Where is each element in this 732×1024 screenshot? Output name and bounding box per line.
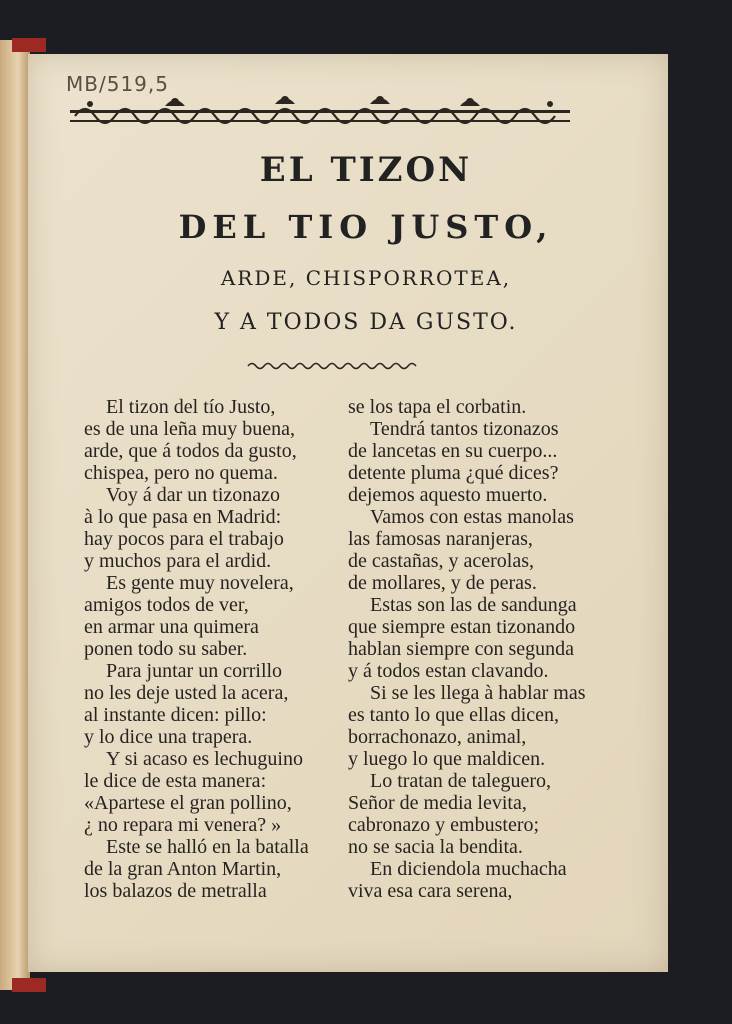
verse-line: El tizon del tío Justo,: [106, 396, 276, 418]
verse-line: de castañas, y acerolas,: [348, 550, 535, 572]
verse-line: «Apartese el gran pollino,: [84, 792, 292, 814]
verse-line: Este se halló en la batalla: [106, 836, 309, 858]
verse-line: es de una leña muy buena,: [84, 418, 296, 440]
verse-line: se los tapa el corbatin.: [348, 396, 527, 418]
poem-column-left: [84, 396, 346, 902]
verse-line: Tendrá tantos tizonazos: [370, 418, 559, 440]
verse-line: no les deje usted la acera,: [84, 682, 289, 704]
title-line-4: Y A TODOS DA GUSTO.: [214, 310, 518, 335]
verse-line: y luego lo que maldicen.: [348, 748, 546, 770]
verse-line: ¿ no repara mi venera? »: [84, 814, 282, 836]
verse-line: viva esa cara serena,: [348, 880, 513, 902]
verse-line: En diciendola muchacha: [370, 858, 567, 880]
verse-line: Para juntar un corrillo: [106, 660, 283, 682]
verse-line: las famosas naranjeras,: [348, 528, 533, 550]
verse-line: ponen todo su saber.: [84, 638, 248, 660]
verse-line: Señor de media levita,: [348, 792, 527, 814]
cover-ribbon-bottom: [12, 978, 46, 992]
verse-line: no se sacia la bendita.: [348, 836, 523, 858]
verse-line: Estas son las de sandunga: [370, 594, 577, 616]
verse-line: le dice de esta manera:: [84, 770, 267, 792]
verse-line: y lo dice una trapera.: [84, 726, 253, 748]
verse-line: hablan siempre con segunda: [348, 638, 575, 660]
ornament-band: [70, 92, 570, 134]
verse-line: al instante dicen: pillo:: [84, 704, 267, 726]
verse-line: es tanto lo que ellas dicen,: [348, 704, 560, 726]
verse-line: amigos todos de ver,: [84, 594, 249, 616]
verse-line: Lo tratan de taleguero,: [370, 770, 552, 792]
wavy-divider: [246, 360, 422, 372]
verse-line: que siempre estan tizonando: [348, 616, 576, 638]
title-line-2: DEL TIO JUSTO,: [178, 208, 554, 246]
verse-line: los balazos de metralla: [84, 880, 267, 902]
verse-line: de lancetas en su cuerpo...: [348, 440, 558, 462]
verse-line: cabronazo y embustero;: [348, 814, 540, 836]
verse-line: Vamos con estas manolas: [370, 506, 574, 528]
verse-line: à lo que pasa en Madrid:: [84, 506, 282, 528]
verse-line: arde, que á todos da gusto,: [84, 440, 297, 462]
verse-line: de la gran Anton Martin,: [84, 858, 282, 880]
poem-column-right: [348, 396, 610, 902]
title-line-1: EL TIZON: [259, 150, 473, 190]
verse-line: hay pocos para el trabajo: [84, 528, 284, 550]
verse-line: y á todos estan clavando.: [348, 660, 549, 682]
verse-line: Es gente muy novelera,: [106, 572, 294, 594]
verse-line: Si se les llega à hablar mas: [370, 682, 586, 704]
verse-line: detente pluma ¿qué dices?: [348, 462, 559, 484]
verse-line: chispea, pero no quema.: [84, 462, 278, 484]
title-line-3: ARDE, CHISPORROTEA,: [220, 266, 512, 290]
verse-line: y muchos para el ardid.: [84, 550, 272, 572]
cover-ribbon-top: [12, 38, 46, 52]
verse-line: Y si acaso es lechuguino: [106, 748, 303, 770]
shelfmark-handwritten: MB/519,5: [66, 72, 169, 96]
verse-line: borrachonazo, animal,: [348, 726, 527, 748]
verse-line: en armar una quimera: [84, 616, 259, 638]
verse-line: dejemos aquesto muerto.: [348, 484, 548, 506]
verse-line: Voy á dar un tizonazo: [106, 484, 281, 506]
verse-line: de mollares, y de peras.: [348, 572, 537, 594]
